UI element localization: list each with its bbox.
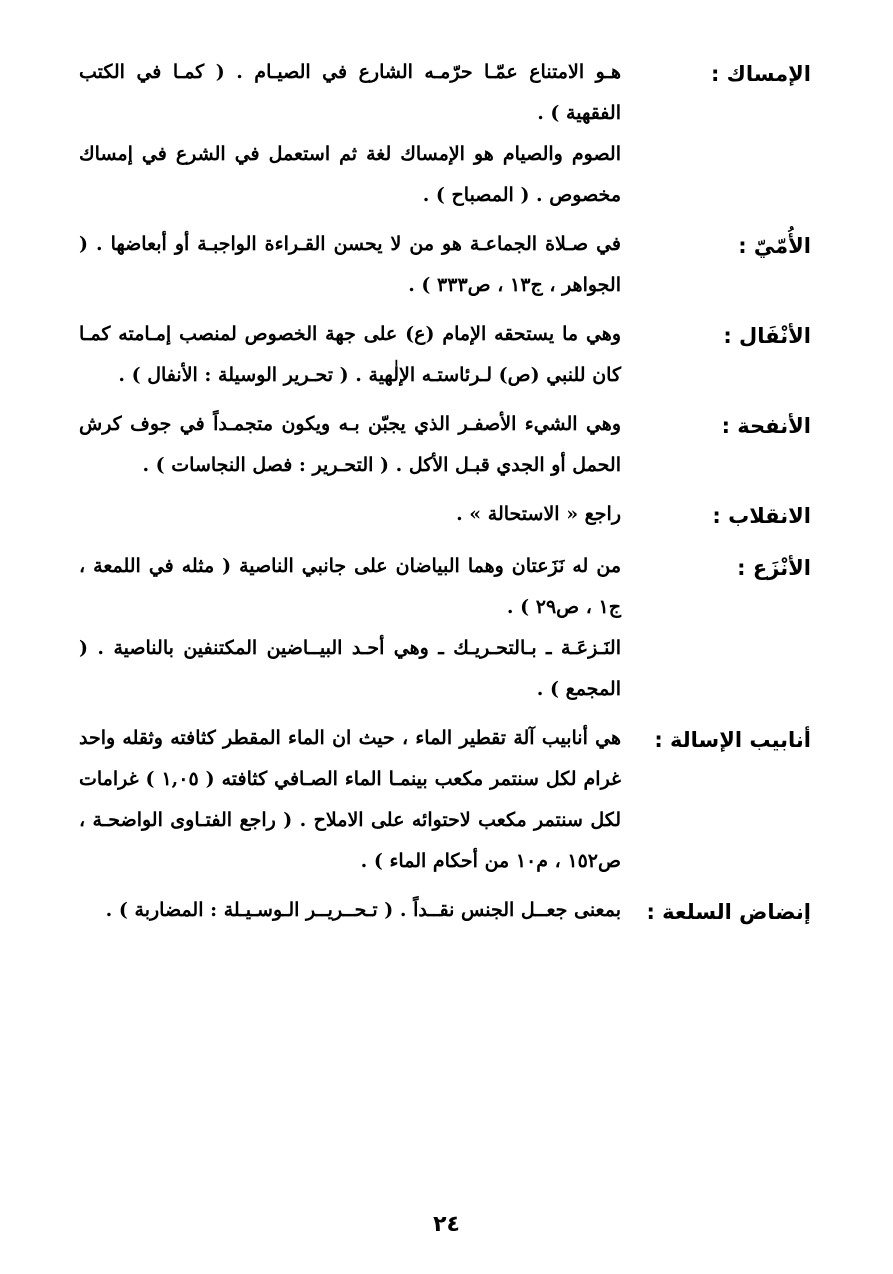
- entry-term: الانقلاب :: [712, 504, 811, 528]
- entry-anfal: [79, 314, 811, 396]
- definition-paragraph: في صـلاة الجماعـة هو من لا يحسن القـراءة الواجبـة أو أبعاضها . ( الجواهر ، ج١٣ ، ص٣٣٣ ) .: [79, 233, 621, 296]
- definition-paragraph: النَـزعَـة ـ بـالتحـريـك ـ وهي أحـد البيــاضين المكتنفين بالناصية . ( المجمع ) .: [79, 637, 621, 700]
- entry-inqilab: [79, 494, 811, 538]
- definition-paragraph: هي أنابيب آلة تقطير الماء ، حيث ان الماء المقطر كثافته وثقله واحد غرام لكل سنتمر مكعب بينمـا الماء الصـافي كثافته ( ١,٠٥ ) غرامات لكل سنتمر مكعب لاحتوائه على الاملاح . ( راجع الفتـاوى الواضحـة ، ص١٥٢ ، م١٠ من أحكام الماء ) .: [79, 727, 621, 872]
- page-number: ٢٤: [433, 1212, 460, 1237]
- entry-imsak: [79, 52, 811, 216]
- definition-paragraph: من له نَزَعتان وهما البياضان على جانبي الناصية ( مثله في اللمعة ، ج١ ، ص٢٩ ) .: [79, 555, 621, 618]
- entry-term: الأنْزَع :: [737, 556, 811, 580]
- definition-paragraph: الصوم والصيام هو الإمساك لغة ثم استعمل في الشرع في إمساك مخصوص . ( المصباح ) .: [79, 143, 621, 206]
- definition-paragraph: بمعنى جعــل الجنس نقــداً . ( تـحــريــر الـوسـيـلة : المضاربة ) .: [105, 899, 621, 921]
- entry-definition: [79, 890, 621, 931]
- entry-anabib-al-isala: [79, 718, 811, 882]
- definition-paragraph: راجع « الاستحالة » .: [456, 503, 621, 525]
- entry-anfaha: [79, 404, 811, 486]
- entry-definition: [79, 494, 621, 535]
- entry-term: الأنفحة :: [721, 414, 811, 438]
- entry-term: الأنْفَال :: [723, 324, 811, 348]
- entry-definition: [79, 52, 621, 216]
- definition-paragraph: وهي الشيء الأصفـر الذي يجبّن بـه ويكون متجمـداً في جوف كرش الحمل أو الجدي قبـل الأكل . ( التحـرير : فصل النجاسات ) .: [79, 413, 621, 476]
- entry-term: إنضاض السلعة :: [646, 900, 811, 924]
- entry-definition: [79, 718, 621, 882]
- entry-definition: [79, 546, 621, 710]
- entry-definition: [79, 404, 621, 486]
- entry-indad-al-sila: [79, 890, 811, 934]
- entry-term: الإمساك :: [710, 62, 811, 86]
- definition-paragraph: هـو الامتناع عمّـا حرّمـه الشارع في الصيـام . ( كمـا في الكتب الفقهية ) .: [79, 61, 621, 124]
- entry-term: أنابيب الإسالة :: [654, 728, 811, 752]
- entry-anza: [79, 546, 811, 710]
- definition-paragraph: وهي ما يستحقه الإمام (ع) على جهة الخصوص لمنصب إمـامته كمـا كان للنبي (ص) لـرئاستـه الإلٰهية . ( تحـرير الوسيلة : الأنفال ) .: [79, 323, 621, 386]
- entry-ummi: [79, 224, 811, 306]
- entries-list: [79, 52, 811, 942]
- entry-term: الأُمّيّ :: [738, 234, 811, 258]
- entry-definition: [79, 314, 621, 396]
- entry-definition: [79, 224, 621, 306]
